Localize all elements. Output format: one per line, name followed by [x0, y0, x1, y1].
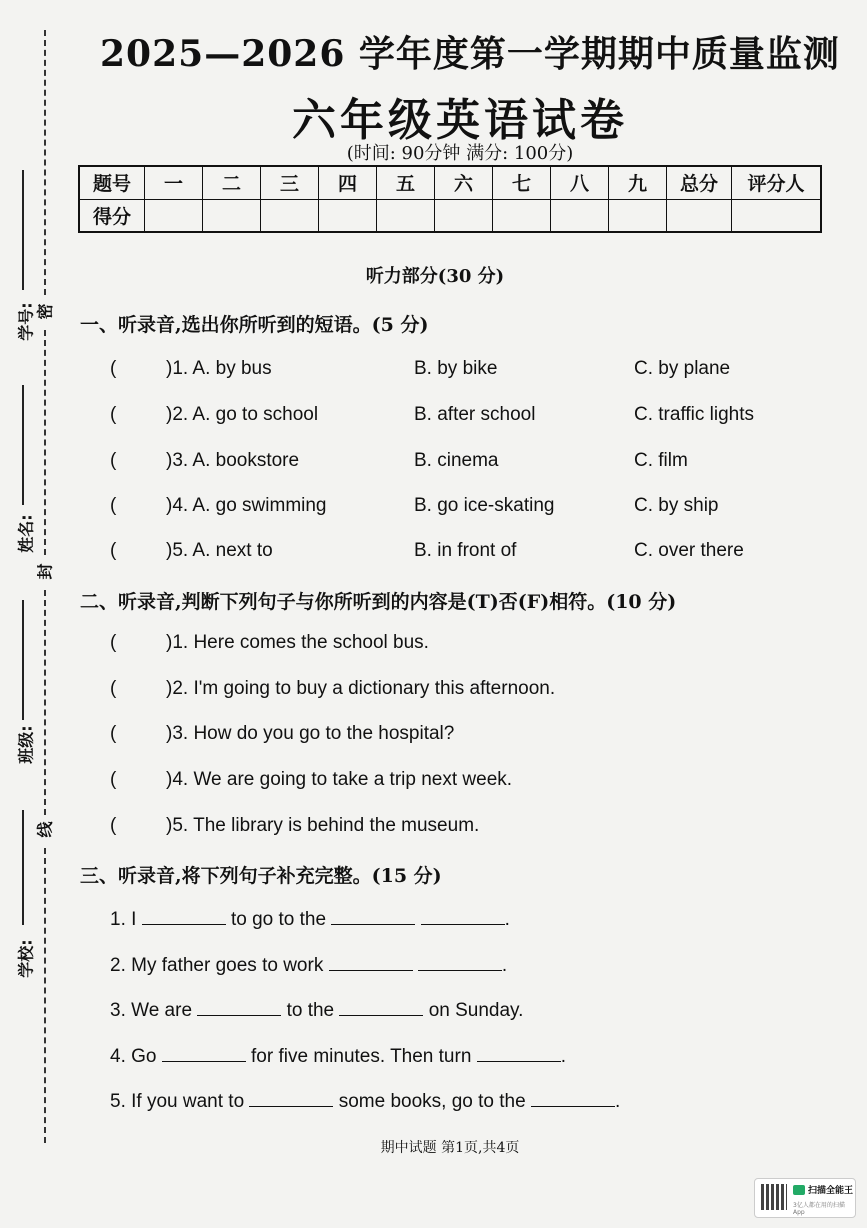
score-cell[interactable]: [667, 199, 732, 232]
statement-text: )5. The library is behind the museum.: [166, 815, 480, 836]
seal-char-mi: 密: [35, 303, 55, 320]
section3-heading: 三、听录音,将下列句子补充完整。(15 分): [80, 865, 442, 887]
score-header-cell: 一: [145, 166, 203, 199]
score-cell[interactable]: [261, 199, 319, 232]
score-cell[interactable]: [145, 199, 203, 232]
binding-line: [22, 600, 24, 720]
answer-blank[interactable]: [162, 1043, 246, 1062]
fill-sentence-1: [110, 906, 510, 931]
sentence-text: 3. We are: [110, 1000, 198, 1021]
score-cell[interactable]: [319, 199, 377, 232]
answer-paren[interactable]: (: [110, 723, 117, 744]
option-b: B. in front of: [414, 540, 517, 561]
score-cell[interactable]: [377, 199, 435, 232]
option-c: C. by plane: [634, 358, 731, 379]
fill-sentence-5: [110, 1088, 620, 1113]
option-a: )4. A. go swimming: [166, 495, 327, 516]
answer-paren[interactable]: (: [110, 540, 117, 561]
score-header-cell: 八: [551, 166, 609, 199]
school-label: 学校:: [16, 939, 36, 978]
score-header-cell: 评分人: [732, 166, 822, 199]
fill-sentence-2: [110, 952, 507, 977]
option-c: C. film: [634, 450, 688, 471]
score-header-cell: 九: [609, 166, 667, 199]
option-c: C. traffic lights: [634, 404, 755, 425]
score-header-cell: 二: [203, 166, 261, 199]
statement-text: )2. I'm going to buy a dictionary this afternoon.: [166, 678, 556, 699]
fill-sentence-3: [110, 997, 523, 1022]
answer-blank[interactable]: [331, 906, 415, 925]
sentence-text: .: [501, 955, 508, 976]
option-b: B. after school: [414, 404, 536, 425]
score-cell[interactable]: [435, 199, 493, 232]
answer-paren[interactable]: (: [110, 678, 117, 699]
seal-char-xian: 线: [35, 821, 55, 838]
sentence-text: for five minutes. Then turn: [245, 1046, 477, 1067]
option-a: )2. A. go to school: [166, 404, 319, 425]
binding-line: [22, 810, 24, 925]
camscanner-logo-icon: [793, 1185, 805, 1195]
sentence-text: to the: [281, 1000, 340, 1021]
watermark-sub: 3亿人都在用的扫描App: [793, 1202, 845, 1216]
seal-char-feng: 封: [35, 563, 55, 580]
option-b: B. cinema: [414, 450, 499, 471]
option-b: B. by bike: [414, 358, 498, 379]
answer-blank[interactable]: [477, 1043, 561, 1062]
answer-paren[interactable]: (: [110, 815, 117, 836]
score-header-cell: 四: [319, 166, 377, 199]
section2-heading: 二、听录音,判断下列句子与你所听到的内容是(T)否(F)相符。(10 分): [80, 591, 677, 613]
sentence-text: 2. My father goes to work: [110, 955, 329, 976]
sentence-text: .: [614, 1091, 621, 1112]
listening-part-title: 听力部分(30 分): [365, 266, 505, 287]
binding-line: [22, 170, 24, 290]
qr-code-icon: [761, 1184, 787, 1210]
score-header-cell: 题号: [79, 166, 145, 199]
answer-blank[interactable]: [421, 906, 505, 925]
binding-line: [22, 385, 24, 505]
score-cell[interactable]: [732, 199, 822, 232]
sentence-text: .: [560, 1046, 566, 1067]
statement-text: )4. We are going to take a trip next week.: [166, 769, 513, 790]
score-table: [78, 165, 822, 233]
score-header-cell: 总分: [667, 166, 732, 199]
option-b: B. go ice-skating: [414, 495, 555, 516]
option-a: )1. A. by bus: [166, 358, 272, 379]
answer-blank[interactable]: [339, 997, 423, 1016]
seal-line: [44, 590, 46, 815]
score-table-score-row: [79, 199, 821, 232]
answer-paren[interactable]: (: [110, 404, 117, 425]
score-cell[interactable]: [609, 199, 667, 232]
section1-heading: 一、听录音,选出你所听到的短语。(5 分): [80, 314, 429, 336]
sentence-text: 4. Go: [110, 1046, 162, 1067]
sentence-text: 5. If you want to: [110, 1091, 250, 1112]
exam-subject-title: 六年级英语试卷: [292, 95, 628, 146]
score-table-header-row: [79, 166, 821, 199]
sentence-text: some books, go to the: [333, 1091, 531, 1112]
exam-title: 2025—2026 学年度第一学期期中质量监测: [100, 33, 840, 75]
score-cell[interactable]: [551, 199, 609, 232]
page-footer: 期中试题 第1页,共4页: [380, 1140, 520, 1156]
option-c: C. by ship: [634, 495, 719, 516]
score-header-cell: 六: [435, 166, 493, 199]
answer-paren[interactable]: (: [110, 495, 117, 516]
score-header-cell: 三: [261, 166, 319, 199]
answer-paren[interactable]: (: [110, 769, 117, 790]
statement-text: )1. Here comes the school bus.: [166, 632, 429, 653]
fill-sentence-4: [110, 1043, 566, 1068]
seal-line: [44, 330, 46, 555]
option-a: )5. A. next to: [166, 540, 273, 561]
answer-blank[interactable]: [142, 906, 226, 925]
student-id-label: 学号:: [16, 302, 36, 341]
score-row-label: 得分: [79, 199, 145, 232]
answer-blank[interactable]: [249, 1088, 333, 1107]
name-label: 姓名:: [16, 514, 36, 553]
sentence-text: 1. I: [110, 909, 142, 930]
sentence-text: to go to the: [225, 909, 332, 930]
watermark-brand: 扫描全能王: [808, 1186, 854, 1196]
option-a: )3. A. bookstore: [166, 450, 300, 471]
answer-paren[interactable]: (: [110, 358, 117, 379]
answer-blank[interactable]: [329, 952, 413, 971]
exam-meta: (时间: 90分钟 满分: 100分): [346, 143, 574, 164]
scanner-watermark: [754, 1178, 856, 1218]
seal-line: [44, 30, 46, 295]
answer-blank[interactable]: [418, 952, 502, 971]
class-label: 班级:: [16, 725, 36, 764]
score-header-cell: 五: [377, 166, 435, 199]
answer-blank[interactable]: [531, 1088, 615, 1107]
sentence-text: on Sunday.: [423, 1000, 524, 1021]
statement-text: )3. How do you go to the hospital?: [166, 723, 455, 744]
score-cell[interactable]: [203, 199, 261, 232]
seal-line: [44, 848, 46, 1143]
answer-blank[interactable]: [197, 997, 281, 1016]
score-header-cell: 七: [493, 166, 551, 199]
sentence-text: .: [504, 909, 510, 930]
score-cell[interactable]: [493, 199, 551, 232]
answer-paren[interactable]: (: [110, 632, 117, 653]
option-c: C. over there: [634, 540, 744, 561]
answer-paren[interactable]: (: [110, 450, 117, 471]
